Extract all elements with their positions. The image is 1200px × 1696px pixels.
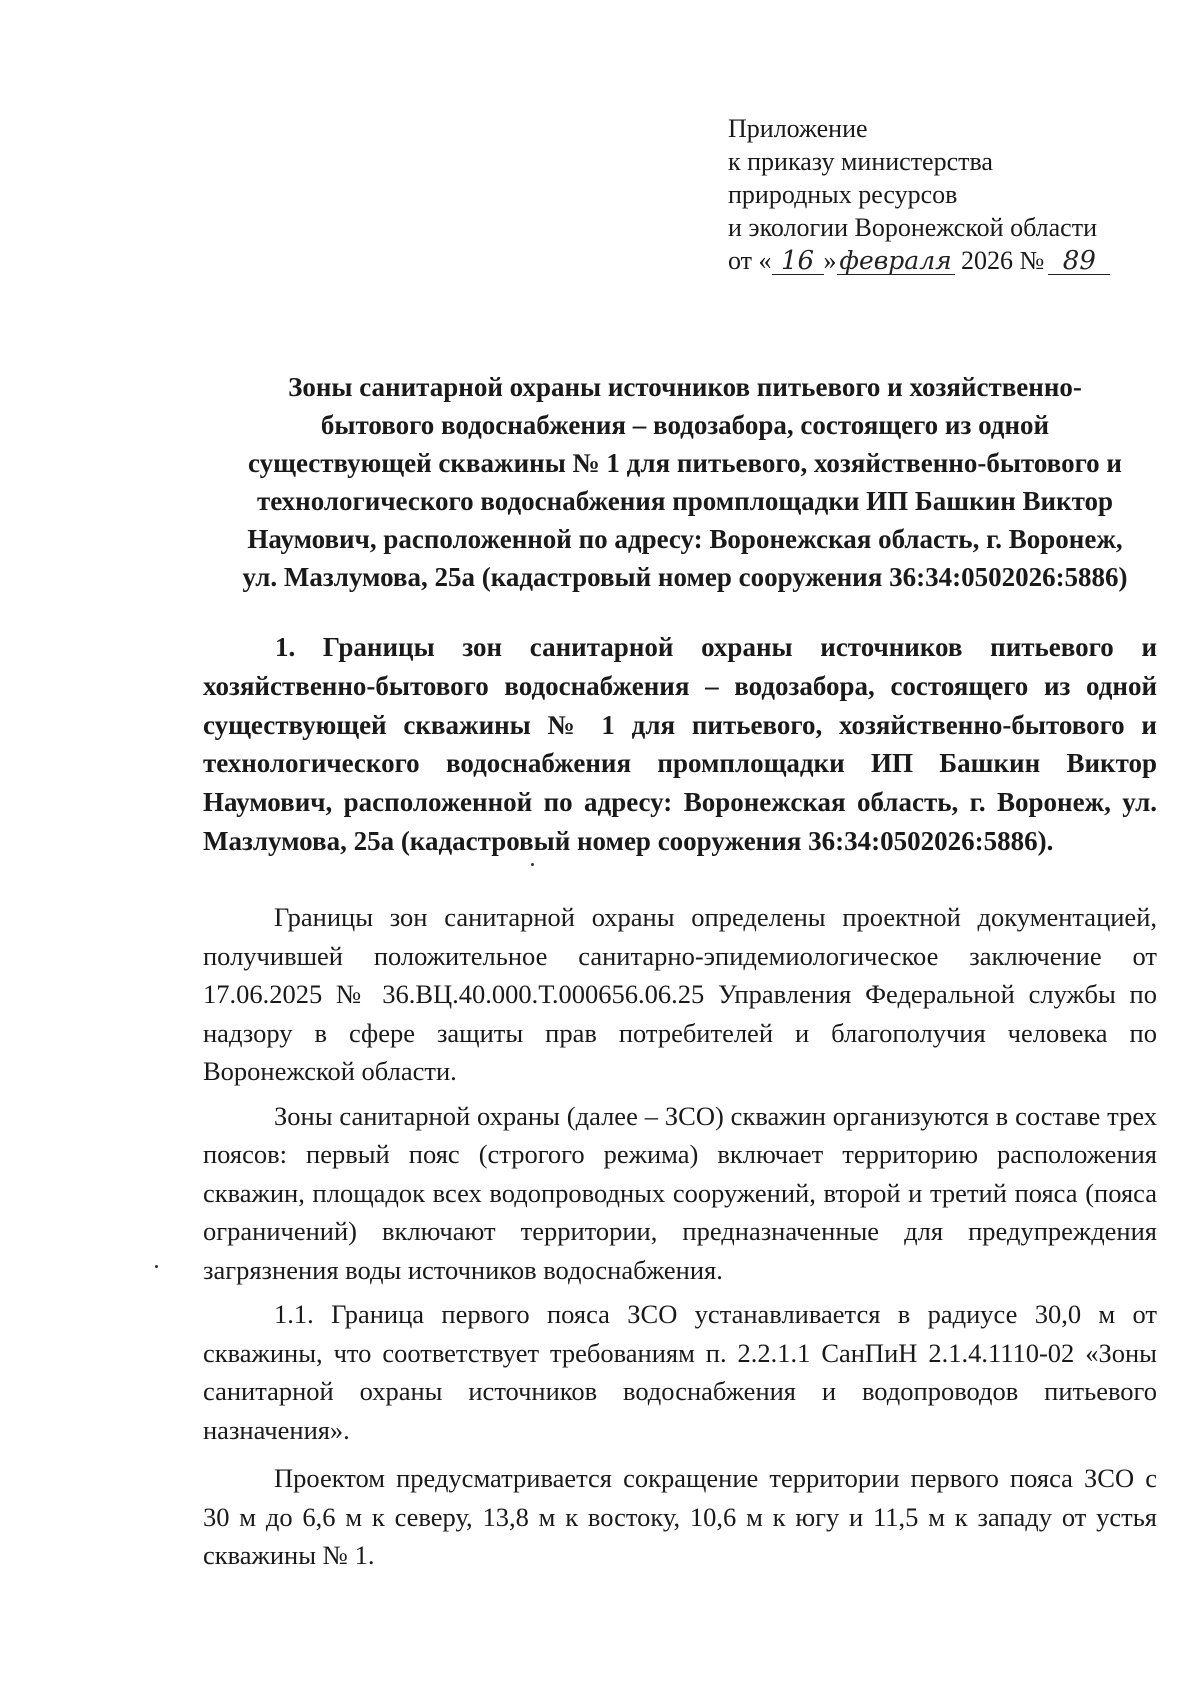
title-line: Зоны санитарной охраны источников питьевого и хозяйственно- [288,372,1082,402]
body-paragraph: Проектом предусматривается сокращение территории первого пояса ЗСО с 30 м до 6,6 м к северу, 13,8 м к востоку, 10,6 м к югу и 11,5 м к западу от устья скважины № 1. [203,1463,1157,1570]
date-close-quote: » [823,246,837,275]
title-line: ул. Мазлумова, 25а (кадастровый номер сооружения 36:34:0502026:5886) [242,562,1128,592]
body-paragraph: Границы зон санитарной охраны определены проектной документацией, получившей положительное санитарно-эпидемиологическое заключение от 17.06.2025 № 36.ВЦ.40.000.Т.000656.06.25 Управления Федеральной службы по надзору в сфере защиты прав потребителей и благополучия человека по Воронежской области. [203,902,1157,1086]
body-paragraph: Зоны санитарной охраны (далее – ЗСО) скважин организуются в составе трех поясов: первый пояс (строгого режима) включает территорию расположения скважин, площадок всех водопроводных сооружений, второй и третий пояса (пояса ограничений) включают территории, предназначенные для предупреждения загрязнения воды источников водоснабжения. [203,1100,1157,1285]
title-line: технологического водоснабжения промплощадки ИП Башкин Виктор [256,486,1114,516]
document-body [203,898,1157,1581]
title-line: Наумович, расположенной по адресу: Воронежская область, г. Воронеж, [247,524,1123,554]
date-prefix: от « [728,246,772,275]
title-line: существующей скважины № 1 для питьевого, хозяйственно-бытового и [248,448,1122,478]
scan-speck [531,863,534,866]
appendix-block [728,112,1110,277]
handwritten-order-number: 89 [1048,248,1110,275]
date-year-number-label: 2026 № [961,246,1045,275]
title-line: бытового водоснабжения – водозабора, состоящего из одной [320,410,1050,440]
appendix-line: и экологии Воронежской области [728,213,1097,242]
appendix-line: к приказу министерства [728,147,993,176]
scan-speck [155,1265,158,1268]
document-title [200,368,1170,596]
section-1-heading: 1. Границы зон санитарной охраны источников питьевого и хозяйственно-бытового водоснабжения – водозабора, состоящего из одной существующей скважины № 1 для питьевого, хозяйственно-бытового и технологического водоснабжения промплощадки ИП Башкин Виктор Наумович, расположенной по адресу: Воронежская область, г. Воронеж, ул. Мазлумова, 25а (кадастровый номер сооружения 36:34:0502026:5886). [203,632,1157,856]
body-paragraph: 1.1. Граница первого пояса ЗСО устанавливается в радиусе 30,0 м от скважины, что соответствует требованиям п. 2.2.1.1 СанПиН 2.1.4.1110-02 «Зоны санитарной охраны источников водоснабжения и водопроводов питьевого назначения». [203,1299,1157,1445]
handwritten-day: 16 [772,248,824,275]
appendix-line: Приложение [728,114,868,143]
order-date-line [728,244,1110,277]
appendix-line: природных ресурсов [728,180,958,209]
handwritten-month: февраля [837,248,955,275]
